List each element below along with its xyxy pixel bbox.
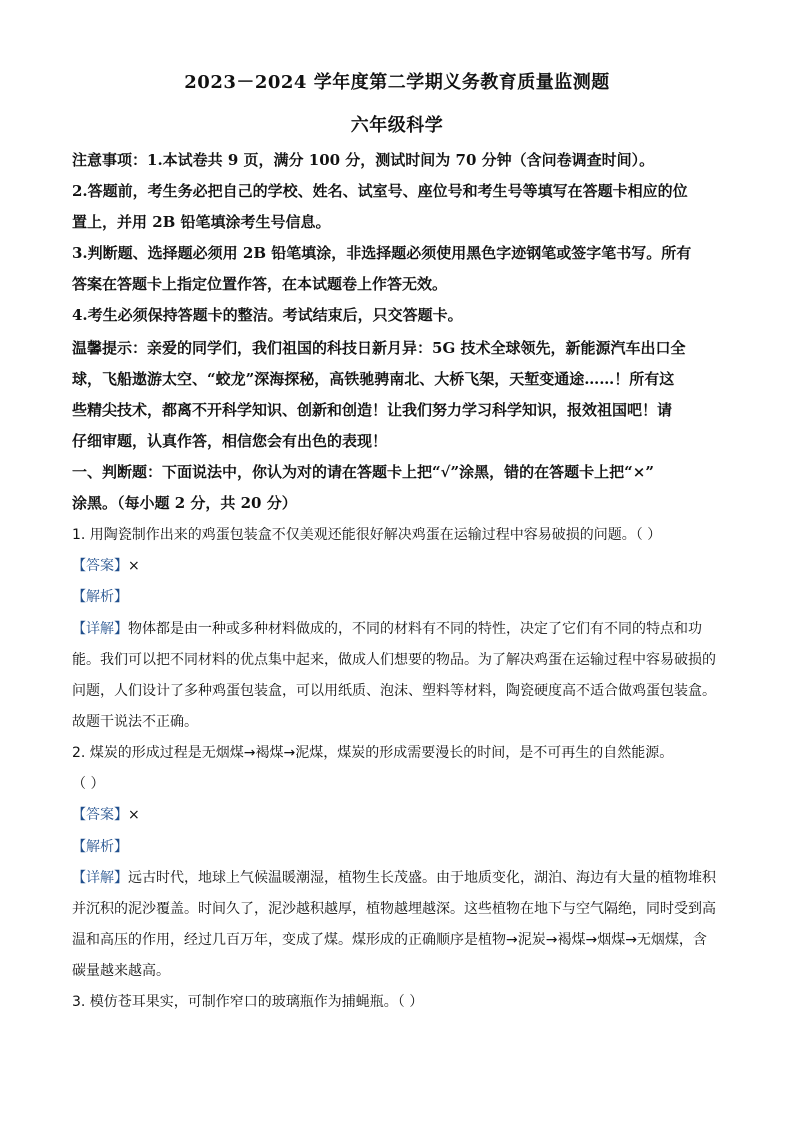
exam-title: 2023－2024 学年度第二学期义务教育质量监测题 [184, 72, 610, 93]
tip-line-3: 些精尖技术，都离不开科学知识、创新和创造！让我们努力学习科学知识，报效祖国吧！请 [72, 401, 673, 419]
question-2-detail-line-2: 并沉积的泥沙覆盖。时间久了，泥沙越积越厚，植物越埋越深。这些植物在地下与空气隔绝，同时受到高 [72, 901, 716, 917]
question-1-detail-line-2: 能。我们可以把不同材料的优点集中起来，做成人们想要的物品。为了解决鸡蛋在运输过程中容易破损的 [72, 652, 716, 668]
notice-line-6: 4.考生必须保持答题卡的整洁。考试结束后，只交答题卡。 [72, 306, 463, 324]
answer-value: × [128, 807, 140, 823]
question-3-text: 3. 模仿苍耳果实，可制作窄口的玻璃瓶作为捕蝇瓶。（ ） [72, 994, 424, 1010]
answer-tag: 【答案】 [72, 807, 128, 823]
question-1-answer [72, 557, 140, 576]
notice-line-1: 注意事项：1.本试卷共 9 页，满分 100 分，测试时间为 70 分钟（含问卷调查时间）。 [72, 151, 655, 169]
notice-line-4: 3.判断题、选择题必须用 2B 铅笔填涂，非选择题必须使用黑色字迹钢笔或签字笔书写。所有 [72, 244, 692, 262]
notice-line-2: 2.答题前，考生务必把自己的学校、姓名、试室号、座位号和考生号等填写在答题卡相应的位 [72, 182, 688, 200]
section-heading-line-2: 涂黑。（每小题 2 分，共 20 分） [72, 494, 297, 512]
notice-line-3: 置上，并用 2B 铅笔填涂考生号信息。 [72, 213, 331, 231]
question-2-detail-line-3: 温和高压的作用，经过几百万年，变成了煤。煤形成的正确顺序是植物→泥炭→褐煤→烟煤→无烟煤，含 [72, 932, 707, 948]
section-heading-line-1: 一、判断题：下面说法中，你认为对的请在答题卡上把“√”涂黑，错的在答题卡上把“×” [72, 463, 654, 481]
question-2-text: 2. 煤炭的形成过程是无烟煤→褐煤→泥煤，煤炭的形成需要漫长的时间，是不可再生的自然能源。 [72, 745, 674, 761]
question-1-text: 1. 用陶瓷制作出来的鸡蛋包装盒不仅美观还能很好解决鸡蛋在运输过程中容易破损的问题。（ ） [72, 527, 662, 543]
question-2-detail-line-1: 【详解】远古时代，地球上气候温暖潮湿，植物生长茂盛。由于地质变化，湖泊、海边有大量的植物堆积 [72, 870, 716, 886]
question-1-analysis-tag [72, 588, 128, 607]
notice-line-5: 答案在答题卡上指定位置作答，在本试题卷上作答无效。 [72, 275, 448, 293]
analysis-tag: 【解析】 [72, 589, 128, 605]
tip-line-4: 仔细审题，认真作答，相信您会有出色的表现！ [72, 432, 388, 450]
answer-value: × [128, 558, 140, 574]
question-1-detail-line-1: 【详解】物体都是由一种或多种材料做成的，不同的材料有不同的特性，决定了它们有不同的特点和功 [72, 621, 702, 637]
tip-line-2: 球，飞船遨游太空、“蛟龙”深海探秘，高铁驰骋南北、大桥飞架，天堑变通途……！所有这 [72, 370, 675, 388]
question-2-answer [72, 806, 140, 825]
question-2-detail-line-4: 碳量越来越高。 [72, 963, 170, 979]
exam-subtitle: 六年级科学 [350, 115, 444, 136]
tip-line-1: 温馨提示：亲爱的同学们，我们祖国的科技日新月异：5G 技术全球领先，新能源汽车出口全 [72, 339, 686, 357]
question-1-detail-line-4: 故题干说法不正确。 [72, 714, 198, 730]
detail-tag: 【详解】 [72, 621, 128, 637]
question-2-analysis-tag [72, 838, 128, 857]
question-2-text-cont: （ ） [72, 776, 105, 792]
analysis-tag: 【解析】 [72, 839, 128, 855]
detail-tag: 【详解】 [72, 870, 128, 886]
answer-tag: 【答案】 [72, 558, 128, 574]
question-1-detail-line-3: 问题，人们设计了多种鸡蛋包装盒，可以用纸质、泡沫、塑料等材料，陶瓷硬度高不适合做鸡蛋包装盒。 [72, 683, 716, 699]
